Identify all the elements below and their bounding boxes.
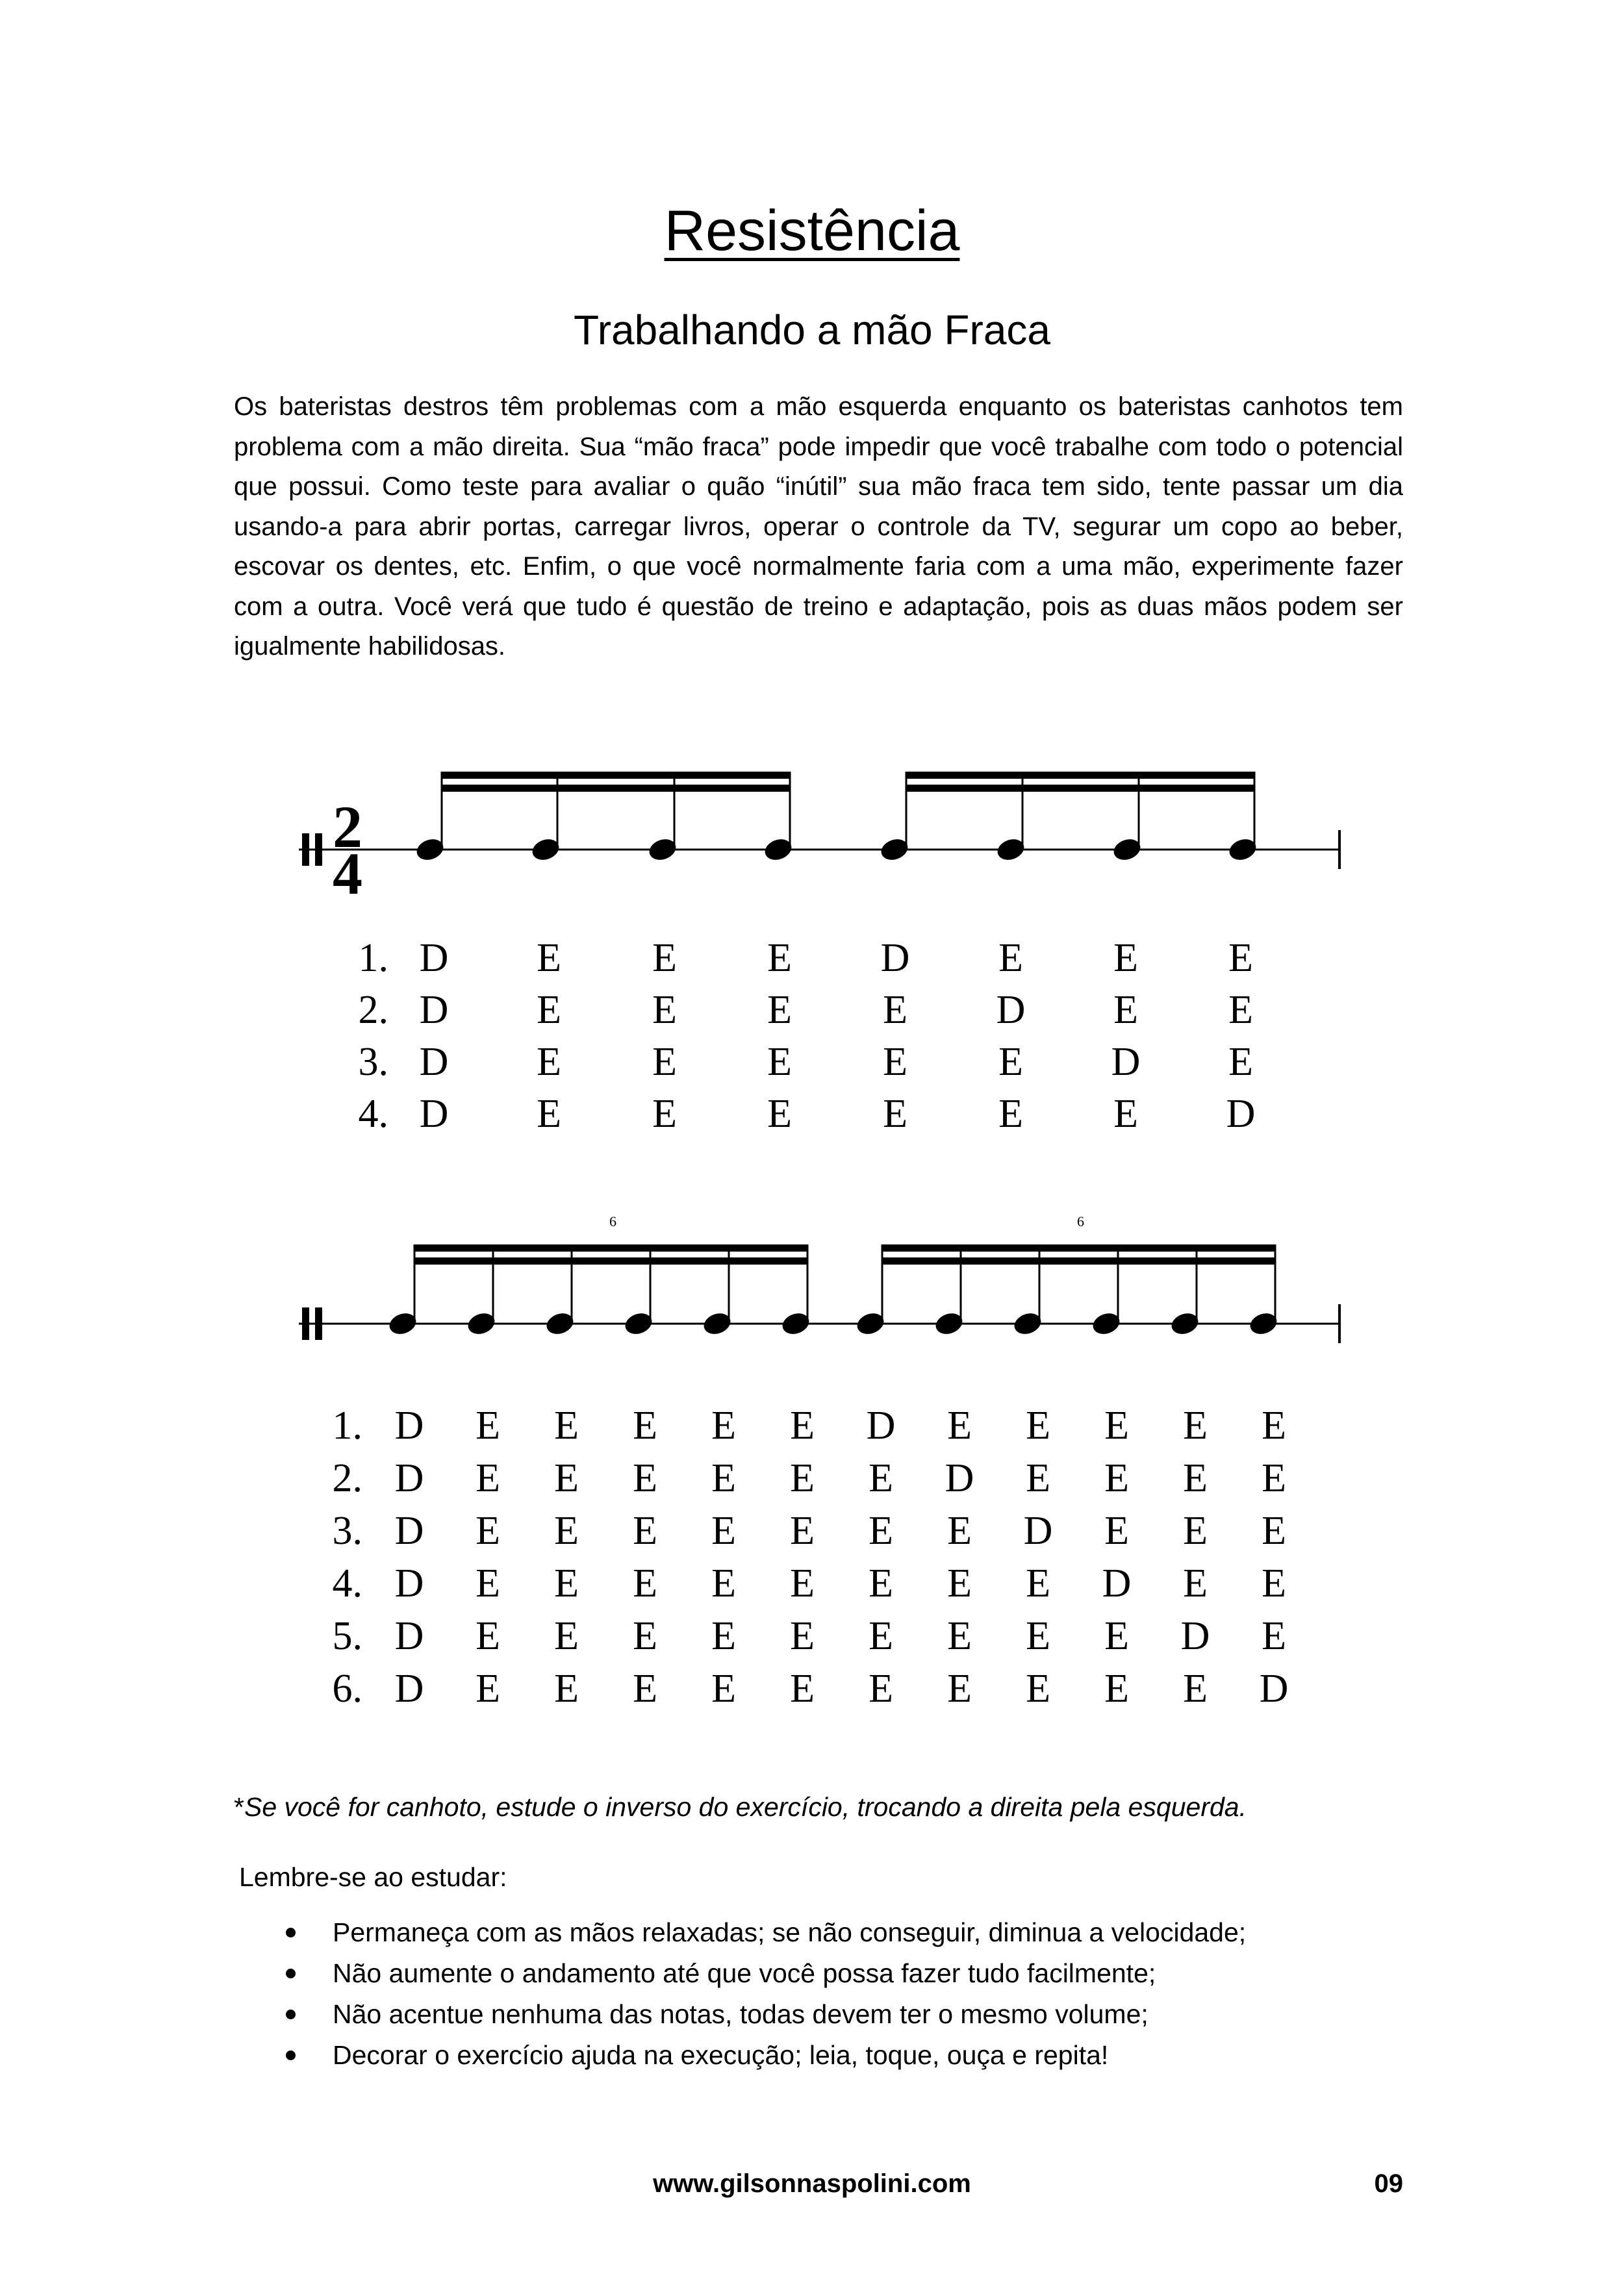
tip-text: Permaneça com as mãos relaxadas; se não conseguir, diminua a velocidade; (333, 1917, 1247, 1947)
sticking-cell: D (419, 988, 449, 1032)
remember-label: Lembre-se ao estudar: (239, 1862, 507, 1892)
sticking-cell: E (554, 1509, 579, 1553)
sticking-row-label: 5. (332, 1614, 362, 1658)
sticking-cell: D (996, 988, 1026, 1032)
note-beam (906, 772, 1256, 779)
sticking-cell: E (869, 1667, 893, 1711)
sticking-cell: E (476, 1404, 500, 1448)
tip-item (286, 1912, 1246, 1953)
exercise2-staff (286, 1195, 1364, 1364)
sticking-cell: E (652, 988, 677, 1032)
percussion-clef-bar (315, 833, 322, 866)
sticking-cell: E (869, 1561, 893, 1606)
sticking-cell: E (767, 1092, 792, 1136)
sticking-cell: E (1228, 1040, 1253, 1084)
footnote-asterisk: * (234, 1792, 244, 1822)
percussion-clef-bar (302, 1307, 309, 1340)
sticking-cell: E (998, 936, 1023, 980)
sticking-cell: E (1262, 1509, 1286, 1553)
sticking-cell: E (947, 1667, 972, 1711)
sticking-cell: E (1183, 1561, 1208, 1606)
sticking-cell: E (869, 1614, 893, 1658)
sticking-cell: D (945, 1456, 974, 1500)
sticking-cell: E (537, 988, 561, 1032)
note-beam (882, 1244, 1276, 1252)
sticking-cell: E (869, 1509, 893, 1553)
sticking-cell: E (476, 1667, 500, 1711)
sticking-cell: E (1026, 1561, 1050, 1606)
sticking-cell: E (767, 936, 792, 980)
sticking-cell: E (537, 936, 561, 980)
sticking-cell: E (1104, 1456, 1129, 1500)
sticking-row-label: 4. (358, 1092, 388, 1136)
sticking-cell: D (1180, 1614, 1210, 1658)
sticking-cell: E (554, 1404, 579, 1448)
sticking-cell: D (419, 1092, 449, 1136)
sticking-cell: E (633, 1509, 657, 1553)
sticking-cell: E (1262, 1456, 1286, 1500)
sticking-cell: E (790, 1404, 815, 1448)
page-title: Resistência (664, 198, 960, 262)
sticking-cell: E (652, 1092, 677, 1136)
bullet-icon (286, 2050, 296, 2060)
note-beam (441, 785, 791, 792)
sticking-cell: D (866, 1404, 896, 1448)
sticking-cell: E (1262, 1561, 1286, 1606)
note-beam (906, 785, 1256, 792)
sticking-cell: E (947, 1561, 972, 1606)
sticking-cell: E (1026, 1614, 1050, 1658)
sticking-cell: E (711, 1509, 736, 1553)
sticking-cell: E (633, 1614, 657, 1658)
sticking-cell: E (947, 1509, 972, 1553)
sticking-cell: E (1113, 936, 1138, 980)
sticking-cell: D (394, 1667, 424, 1711)
bullet-icon (286, 2010, 296, 2019)
sticking-cell: E (1228, 936, 1253, 980)
sticking-row-label: 4. (332, 1561, 362, 1606)
note-beam (441, 772, 791, 779)
sticking-row-label: 1. (332, 1404, 362, 1448)
sticking-cell: E (883, 1092, 907, 1136)
sticking-cell: E (1104, 1509, 1129, 1553)
sticking-cell: E (652, 1040, 677, 1084)
sticking-cell: E (1183, 1456, 1208, 1500)
sticking-cell: E (711, 1456, 736, 1500)
sticking-row-label: 2. (358, 988, 388, 1032)
left-handed-note (234, 1787, 1247, 1826)
sticking-cell: E (711, 1404, 736, 1448)
percussion-clef-bar (302, 833, 309, 866)
sticking-cell: E (1026, 1667, 1050, 1711)
tuplet-number: 6 (609, 1213, 616, 1230)
sticking-cell: E (1183, 1509, 1208, 1553)
sticking-cell: E (633, 1404, 657, 1448)
tips-list (286, 1912, 1246, 2076)
exercise1-staff (286, 747, 1364, 907)
sticking-cell: E (767, 1040, 792, 1084)
sticking-cell: E (790, 1456, 815, 1500)
sticking-cell: E (1104, 1404, 1129, 1448)
time-signature-bottom: 4 (333, 840, 362, 907)
tip-item (286, 2035, 1246, 2076)
sticking-cell: D (394, 1561, 424, 1606)
sticking-cell: E (869, 1456, 893, 1500)
tip-item (286, 1994, 1246, 2035)
sticking-cell: E (1104, 1667, 1129, 1711)
sticking-cell: E (1026, 1456, 1050, 1500)
sticking-cell: E (711, 1561, 736, 1606)
tuplet-number: 6 (1077, 1213, 1084, 1230)
sticking-row-label: 6. (332, 1667, 362, 1711)
sticking-cell: E (883, 988, 907, 1032)
footer-url[interactable]: www.gilsonnaspolini.com (653, 2169, 971, 2198)
note-beam (882, 1257, 1276, 1265)
sticking-cell: E (1113, 988, 1138, 1032)
sticking-cell: E (1183, 1667, 1208, 1711)
sticking-cell: E (537, 1092, 561, 1136)
sticking-cell: E (1228, 988, 1253, 1032)
sticking-cell: E (1113, 1092, 1138, 1136)
sticking-cell: E (537, 1040, 561, 1084)
sticking-cell: E (652, 936, 677, 980)
sticking-cell: E (633, 1667, 657, 1711)
bullet-icon (286, 1928, 296, 1937)
sticking-cell: E (947, 1614, 972, 1658)
percussion-clef-bar (315, 1307, 322, 1340)
sticking-cell: E (1104, 1614, 1129, 1658)
intro-paragraph: Os bateristas destros têm problemas com a mão esquerda enquanto os bateristas canhotos tem problema com a mão direita. Sua “mão fraca” pode impedir que você trabalhe com todo o potencial que possui. Como teste para avaliar o quão “inútil” sua mão fraca tem sido, tente passar um dia usando-a para abrir portas, carregar livros, operar o controle da TV, segurar um copo ao beber, escovar os dentes, etc. Enfim, o que você normalmente faria com a uma mão, experimente fazer com a outra. Você verá que tudo é questão de treino e adaptação, pois as duas mãos podem ser igualmente habilidosas. (234, 392, 1403, 661)
sticking-row-label: 3. (332, 1509, 362, 1553)
tip-text: Não acentue nenhuma das notas, todas devem ter o mesmo volume; (333, 1999, 1148, 2029)
sticking-cell: E (554, 1667, 579, 1711)
sticking-cell: E (998, 1092, 1023, 1136)
sticking-cell: E (554, 1614, 579, 1658)
sticking-cell: E (790, 1614, 815, 1658)
page-subtitle: Trabalhando a mão Fraca (573, 307, 1051, 353)
sticking-cell: D (419, 1040, 449, 1084)
sticking-row-label: 1. (358, 936, 388, 980)
sticking-cell: E (767, 988, 792, 1032)
sticking-cell: E (554, 1456, 579, 1500)
sticking-cell: E (476, 1614, 500, 1658)
note-beam (414, 1257, 809, 1265)
sticking-cell: D (1226, 1092, 1256, 1136)
sticking-cell: E (1262, 1404, 1286, 1448)
sticking-cell: D (1259, 1667, 1289, 1711)
sticking-cell: E (947, 1404, 972, 1448)
sticking-cell: D (1102, 1561, 1132, 1606)
sticking-cell: E (476, 1509, 500, 1553)
sticking-cell: D (394, 1509, 424, 1553)
sticking-cell: E (476, 1561, 500, 1606)
sticking-cell: E (711, 1614, 736, 1658)
time-signature-top: 2 (333, 794, 362, 860)
sticking-row-label: 3. (358, 1040, 388, 1084)
sticking-cell: E (883, 1040, 907, 1084)
sticking-cell: E (1183, 1404, 1208, 1448)
tip-text: Não aumente o andamento até que você possa fazer tudo facilmente; (333, 1958, 1156, 1988)
tip-item (286, 1953, 1246, 1994)
sticking-cell: E (633, 1456, 657, 1500)
sticking-cell: E (1026, 1404, 1050, 1448)
sticking-cell: E (554, 1561, 579, 1606)
sticking-cell: D (1111, 1040, 1141, 1084)
sticking-cell: D (880, 936, 910, 980)
sticking-cell: E (633, 1561, 657, 1606)
sticking-cell: D (394, 1614, 424, 1658)
sticking-row-label: 2. (332, 1456, 362, 1500)
sticking-cell: E (711, 1667, 736, 1711)
sticking-cell: E (790, 1509, 815, 1553)
sticking-cell: D (419, 936, 449, 980)
note-beam (414, 1244, 809, 1252)
sticking-cell: D (394, 1404, 424, 1448)
sticking-cell: E (790, 1667, 815, 1711)
sticking-cell: E (790, 1561, 815, 1606)
sticking-cell: E (1262, 1614, 1286, 1658)
page-number: 09 (1374, 2169, 1403, 2198)
bullet-icon (286, 1969, 296, 1978)
tip-text: Decorar o exercício ajuda na execução; leia, toque, ouça e repita! (333, 2040, 1109, 2070)
sticking-cell: D (1023, 1509, 1053, 1553)
footnote-text: Se você for canhoto, estude o inverso do exercício, trocando a direita pela esquerda. (244, 1792, 1247, 1822)
sticking-cell: D (394, 1456, 424, 1500)
sticking-cell: E (476, 1456, 500, 1500)
sticking-cell: E (998, 1040, 1023, 1084)
